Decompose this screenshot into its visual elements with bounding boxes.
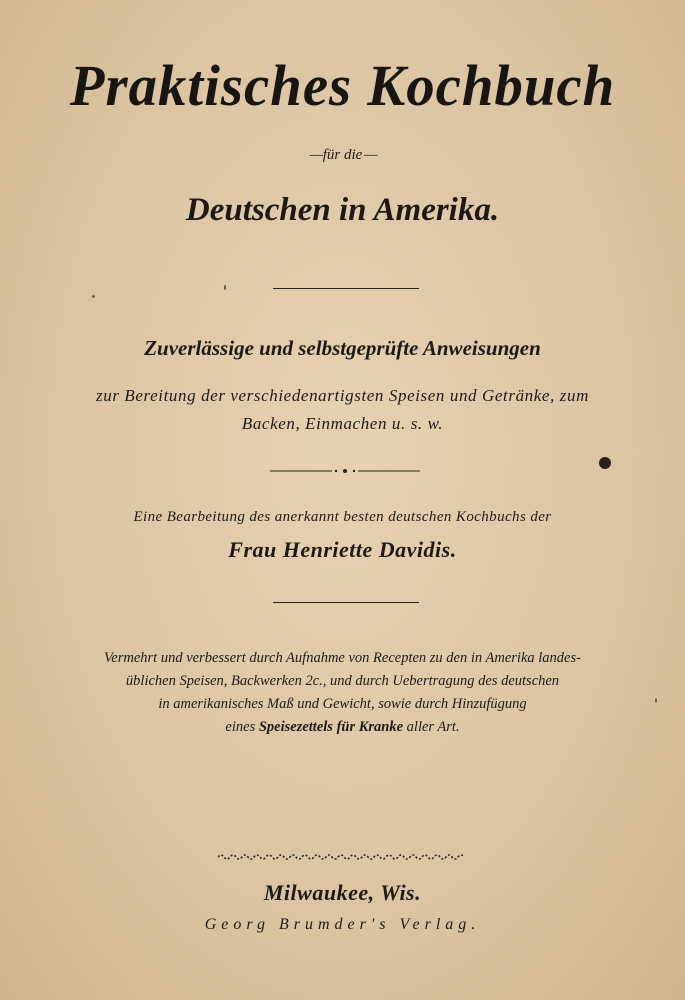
paragraph-line-4-bold: Speisezettels für Kranke [258, 719, 404, 735]
paragraph-line-1: Vermehrt und verbessert durch Aufnahme von Recepten zu den in Amerika landes- [104, 650, 581, 666]
dash-right: — [362, 147, 376, 163]
divider-rule-2 [273, 602, 419, 603]
adaptation-note: Eine Bearbeitung des anerkannt besten deutschen Kochbuchs der [133, 509, 552, 525]
dotted-ornament-line [218, 853, 468, 861]
book-subtitle: Deutschen in Amerika. [185, 192, 500, 228]
divider-rule-1 [273, 288, 419, 289]
publisher-name: Georg Brumder's Verlag. [204, 916, 481, 933]
for-the-text: für die [322, 147, 363, 163]
author-name: Frau Henriette Davidis. [228, 537, 457, 562]
paragraph-line-4-pre: eines [225, 719, 259, 735]
paragraph-line-4-post: aller Art. [403, 719, 460, 735]
paragraph-line-3: in amerikanisches Maß und Gewicht, sowie durch Hinzufügung [158, 696, 527, 712]
for-the-line [0, 147, 685, 164]
description-line-1: zur Bereitung der verschiedenartigsten Speisen und Getränke, zum [96, 386, 589, 405]
ornamental-divider [270, 469, 420, 473]
paragraph-line-4 [0, 719, 685, 736]
publication-place: Milwaukee, Wis. [263, 880, 422, 905]
paragraph-line-2: üblichen Speisen, Backwerken 2c., und durch Uebertragung des deutschen [125, 673, 560, 689]
ink-speck-3 [655, 698, 657, 703]
instructions-heading: Zuverlässige und selbstgeprüfte Anweisungen [144, 336, 541, 360]
ink-speck-1 [92, 295, 95, 298]
description-line-2: Backen, Einmachen u. s. w. [241, 414, 444, 433]
ink-speck-2 [224, 285, 226, 290]
ink-spot [599, 457, 611, 469]
dash-left: — [309, 147, 323, 163]
book-title: Praktisches Kochbuch [69, 53, 616, 118]
